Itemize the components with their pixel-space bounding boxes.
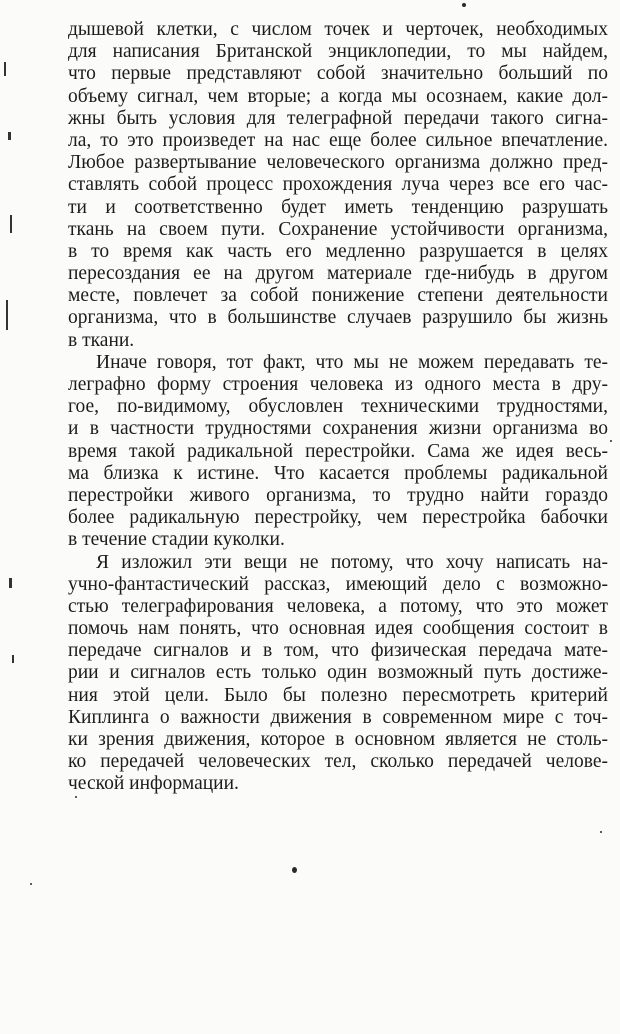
text-line: Я изложил эти вещи не потому, что хочу написать на- [96, 551, 608, 573]
text-line: в то время как часть его медленно разрушается в целях [68, 240, 608, 262]
body-text [68, 19, 608, 796]
margin-mark [10, 215, 12, 233]
text-line: рии и сигналов есть только один возможный путь достиже- [68, 662, 608, 684]
paragraph-2 [68, 352, 608, 552]
text-line: дышевой клетки, с числом точек и черточек, необходимых [68, 19, 608, 40]
text-line: и в частности трудностями сохранения жизни организма во [68, 418, 608, 440]
margin-mark [6, 300, 8, 330]
text-line: помочь нам понять, что основная идея сообщения состоит в [68, 618, 608, 640]
text-line: перестройки живого организма, то трудно найти гораздо [68, 484, 608, 506]
text-line: учно-фантастический рассказ, имеющий дело с возможно- [68, 573, 608, 595]
text-line: леграфно форму строения человека из одного места в дру- [68, 374, 608, 395]
text-line: пересоздания ее на другом материале где-нибудь в другом [68, 263, 608, 285]
text-line: передаче сигналов и в том, что физическая передача мате- [68, 640, 608, 662]
paragraph-3 [68, 552, 608, 796]
margin-mark [12, 655, 14, 663]
scan-speck [75, 796, 77, 798]
text-line: ко передачей человеческих тел, сколько передачей челове- [68, 751, 608, 773]
text-line: время такой радикальной перестройки. Сама же идея весь- [68, 440, 608, 462]
text-line: гое, по-видимому, обусловлен техническими трудностями, [68, 396, 608, 418]
text-line: организма, что в большинстве случаев разрушило бы жизнь [68, 307, 608, 329]
text-line: ки зрения движения, которое в основном является не столь- [68, 729, 608, 750]
text-line: ния этой цели. Было бы полезно пересмотреть критерий [68, 684, 608, 706]
margin-mark [9, 578, 12, 588]
text-line: ти и соответственно будет иметь тенденцию разрушать [68, 196, 608, 218]
scan-speck [30, 883, 32, 885]
scan-speck [462, 3, 466, 7]
paragraph-1 [68, 19, 608, 352]
text-line: стью телеграфирования человека, а потому, что это может [68, 595, 608, 617]
text-line: месте, повлечет за собой понижение степени деятельности [68, 285, 608, 307]
scan-speck [600, 831, 602, 833]
text-line: для написания Британской энциклопедии, то мы найдем, [68, 41, 608, 63]
text-line: ческой информации. [68, 773, 239, 795]
text-line: что первые представляют собой значительно больший по [68, 63, 608, 85]
scan-speck [610, 440, 612, 442]
text-line: Любое развертывание человеческого организма должно пред- [68, 152, 608, 174]
text-line: Киплинга о важности движения в современном мире с точ- [68, 706, 608, 728]
text-line: жны быть условия для телеграфной передачи такого сигна- [68, 107, 608, 129]
scan-speck [292, 867, 297, 873]
text-line: ставлять собой процесс прохождения луча через все его час- [68, 174, 608, 196]
text-line: Иначе говоря, тот факт, что мы не можем передавать те- [96, 351, 608, 373]
text-line: ткань на своем пути. Сохранение устойчивости организма, [68, 218, 608, 240]
text-line: в ткани. [68, 329, 135, 351]
text-line: ма близка к истине. Что касается проблемы радикальной [68, 462, 608, 484]
text-line: ла, то это произведет на нас еще более сильное впечатление. [68, 129, 608, 151]
text-line: более радикальную перестройку, чем перестройка бабочки [68, 507, 608, 529]
text-line: объему сигнал, чем вторые; а когда мы осознаем, какие дол- [68, 85, 608, 107]
text-line: в течение стадии куколки. [68, 529, 285, 551]
margin-mark [8, 132, 11, 140]
margin-mark [4, 62, 6, 76]
